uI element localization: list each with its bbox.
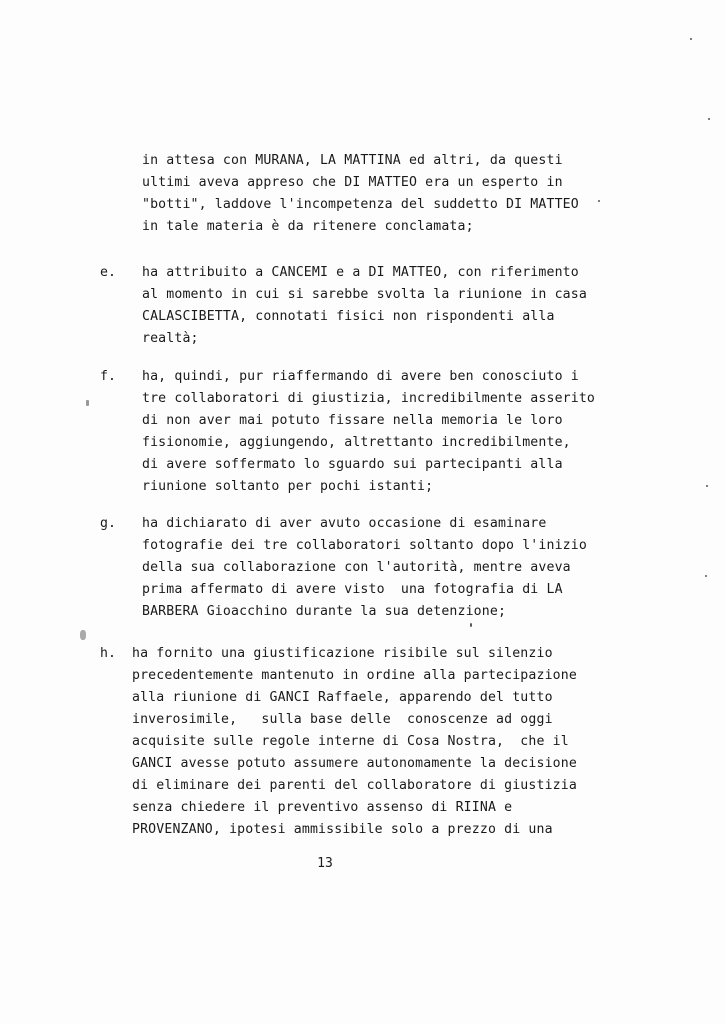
item-letter: h.: [100, 646, 116, 661]
scan-speck: [708, 118, 710, 120]
text-line: ultimi aveva appreso che DI MATTEO era un esperto in: [142, 175, 563, 190]
text-line: al momento in cui si sarebbe svolta la riunione in casa: [142, 287, 587, 302]
page-number: 13: [317, 856, 333, 871]
text-line: di avere soffermato lo sguardo sui partecipanti alla: [142, 457, 563, 472]
text-line: in attesa con MURANA, LA MATTINA ed altri, da questi: [142, 153, 563, 168]
text-line: ha, quindi, pur riaffermando di avere ben conosciuto i: [142, 369, 579, 384]
text-line: alla riunione di GANCI Raffaele, apparendo del tutto: [132, 690, 553, 705]
text-line: PROVENZANO, ipotesi ammissibile solo a prezzo di una: [132, 822, 553, 837]
item-letter: g.: [100, 516, 116, 531]
item-body: [132, 643, 602, 841]
text-line: di eliminare dei parenti del collaboratore di giustizia: [132, 778, 577, 793]
item-letter: e.: [100, 265, 116, 280]
scan-speck: [80, 630, 86, 640]
text-line: di non aver mai potuto fissare nella memoria le loro: [142, 413, 563, 428]
scan-speck: [598, 200, 600, 202]
text-line: BARBERA Gioacchino durante la sua detenzione;: [142, 604, 507, 619]
text-line: prima affermato di avere visto una fotografia di LA: [142, 582, 563, 597]
text-line: della sua collaborazione con l'autorità, mentre aveva: [142, 560, 571, 575]
text-line: inverosimile, sulla base delle conoscenze ad oggi: [132, 712, 553, 727]
scan-speck: [470, 623, 472, 627]
text-line: fisionomie, aggiungendo, altrettanto incredibilmente,: [142, 435, 571, 450]
text-line: "botti", laddove l'incompetenza del suddetto DI MATTEO: [142, 197, 579, 212]
item-letter: f.: [100, 369, 116, 384]
text-line: senza chiedere il preventivo assenso di RIINA e: [132, 800, 513, 815]
text-line: acquisite sulle regole interne di Cosa Nostra, che il: [132, 734, 569, 749]
text-line: CALASCIBETTA, connotati fisici non rispondenti alla: [142, 309, 555, 324]
text-line: fotografie dei tre collaboratori soltanto dopo l'inizio: [142, 538, 587, 553]
scan-speck: [690, 38, 692, 40]
text-line: tre collaboratori di giustizia, incredibilmente asserito: [142, 391, 596, 406]
intro-paragraph: [142, 150, 597, 238]
text-line: ha fornito una giustificazione risibile sul silenzio: [132, 646, 553, 661]
item-body: [142, 513, 600, 623]
text-line: riunione soltanto per pochi istanti;: [142, 479, 434, 494]
scan-speck: [86, 400, 89, 406]
text-line: in tale materia è da ritenere conclamata;: [142, 219, 474, 234]
text-line: GANCI avesse potuto assumere autonomamente la decisione: [132, 756, 577, 771]
text-line: realtà;: [142, 331, 199, 346]
text-line: ha attribuito a CANCEMI e a DI MATTEO, con riferimento: [142, 265, 579, 280]
scan-speck: [705, 575, 707, 577]
item-body: [142, 366, 600, 498]
text-line: precedentemente mantenuto in ordine alla partecipazione: [132, 668, 577, 683]
scan-speck: [706, 485, 708, 487]
item-body: [142, 262, 600, 350]
text-line: ha dichiarato di aver avuto occasione di esaminare: [142, 516, 547, 531]
